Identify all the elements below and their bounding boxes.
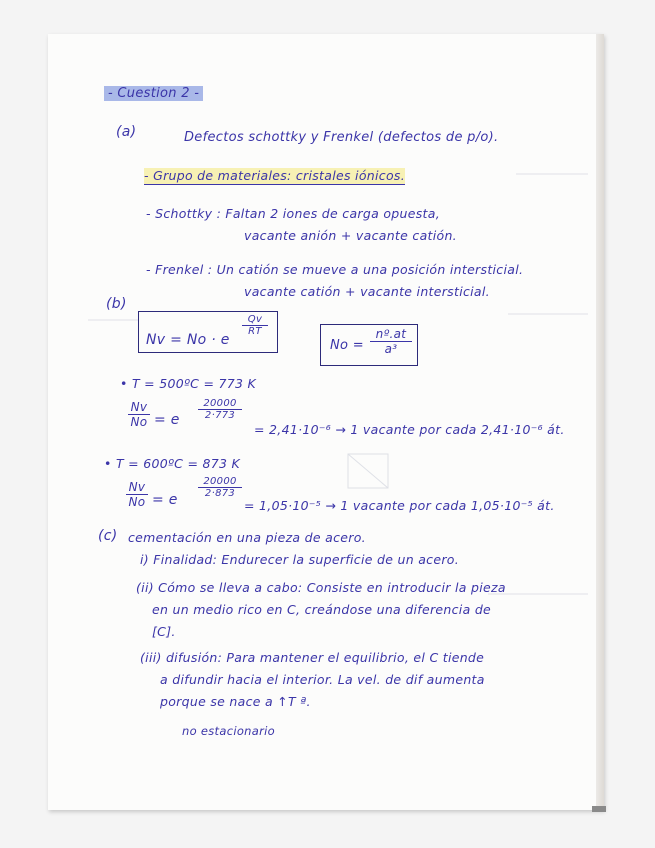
calc2-equals-e: = e [152,492,178,508]
atom-density-denominator: a³ [384,342,398,356]
part-c-iii-line-3: porque se nace a ↑T ª. [160,694,311,709]
frenkel-line-2: vacante catión + vacante intersticial. [244,284,490,299]
calc2-ratio-den: No [128,495,146,509]
part-c-label: (c) [98,528,118,544]
part-c-iii-line-2: a difundir hacia el interior. La vel. de dif aumenta [160,672,485,687]
atom-density-lhs: No = [330,338,364,353]
materials-group-text: - Grupo de materiales: cristales iónicos. [144,168,405,183]
exponent-numerator: Qv [247,314,263,325]
schottky-line-1: - Schottky : Faltan 2 iones de carga opuesta, [146,206,440,221]
scan-corner-mark [592,806,606,812]
calc1-equals-e: = e [154,412,180,428]
schottky-line-2: vacante anión + vacante catión. [244,228,457,243]
part-b-label: (b) [106,296,127,312]
exponent-denominator: RT [248,326,262,337]
calc1-ratio-num: Nv [130,400,148,414]
calc1-exp-num: 20000 [203,398,237,409]
atom-density-numerator: nº.at [375,327,407,341]
calc1-result: = 2,41·10⁻⁶ → 1 vacante por cada 2,41·10⁻⁶ át. [254,422,565,437]
calc2-exp-den: 2·873 [204,488,236,499]
handwritten-page [48,34,604,810]
part-c-ii-line-1: (ii) Cómo se lleva a cabo: Consiste en introducir la pieza [136,580,506,595]
part-c-i: i) Finalidad: Endurecer la superficie de un acero. [140,552,459,567]
bleed-line [348,454,388,488]
calc2-result: = 1,05·10⁻⁵ → 1 vacante por cada 1,05·10⁻⁵ át. [244,498,555,513]
bleed-through-marks [48,34,604,810]
temperature-2: • T = 600ºC = 873 K [104,456,241,471]
question-title-text: - Cuestion 2 - [104,86,203,101]
part-c-iii-line-1: (iii) difusión: Para mantener el equilibrio, el C tiende [140,650,485,665]
calc1-ratio-den: No [130,415,148,429]
side-note: no estacionario [182,724,275,738]
vacancy-formula-lhs: Nv = No · e [146,332,230,348]
part-c-ii-line-3: [C]. [152,624,176,639]
frenkel-line-1: - Frenkel : Un catión se mueve a una posición intersticial. [146,262,524,277]
part-c-ii-line-2: en un medio rico en C, creándose una diferencia de [152,602,492,617]
part-c-heading: cementación en una pieza de acero. [128,530,366,545]
calc2-ratio-num: Nv [128,480,146,494]
temperature-1: • T = 500ºC = 773 K [120,376,257,391]
calc1-exp-den: 2·773 [204,410,236,421]
part-a-label: (a) [116,124,137,140]
part-a-heading: Defectos schottky y Frenkel (defectos de p/o). [184,130,499,145]
calc2-exp-num: 20000 [203,476,237,487]
